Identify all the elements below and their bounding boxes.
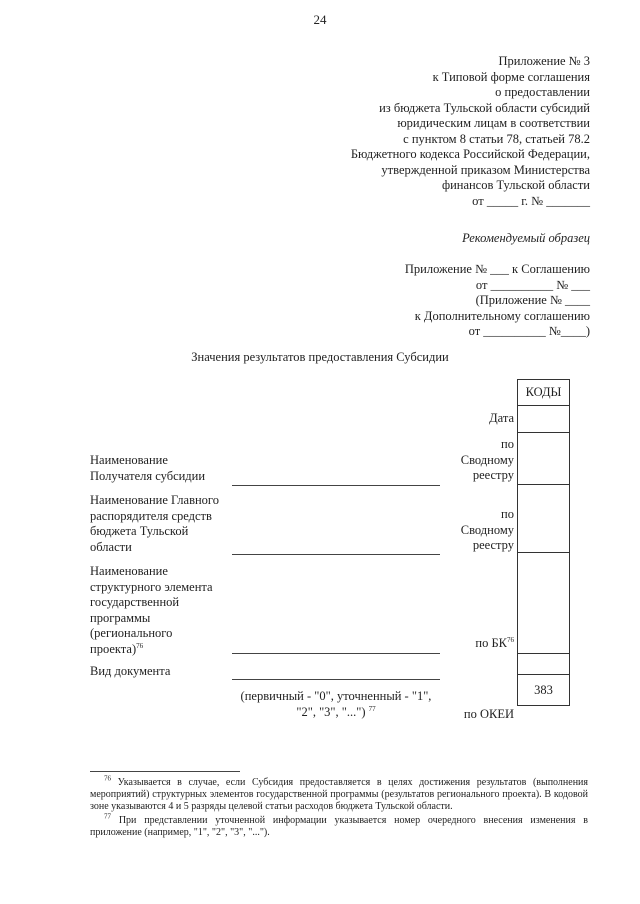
program-underline [232, 653, 440, 654]
footnote-number: 77 [104, 812, 111, 821]
appendix-line: Приложение № 3 [498, 54, 590, 68]
program-label [90, 564, 220, 657]
okei-label: по ОКЕИ [463, 707, 514, 721]
doc-type-hint-line [232, 705, 440, 721]
appendix-line: утвержденной приказом Министерства [381, 162, 590, 177]
date-code-cell [518, 406, 570, 433]
gr-label: Наименование Главного распорядителя средств бюджета Тульской области [90, 493, 219, 554]
program-label-text: Наименование структурного элемента государственной программы (регионального проекта) [90, 564, 213, 656]
code-label-line: реестру [472, 538, 514, 552]
doc-type-code-cell [518, 654, 570, 675]
footnote-ref: 76 [507, 635, 514, 644]
bk-label-text: по БК [475, 636, 507, 650]
doc-type-hint-line: (первичный - "0", уточненный - "1", [240, 689, 432, 703]
doc-type-label: Вид документа [90, 664, 171, 678]
recipient-code-label [461, 437, 514, 484]
page-number: 24 [313, 12, 327, 27]
appendix-line: о предоставлении [495, 85, 590, 99]
recipient-code-cell [518, 433, 570, 485]
footnote-77 [90, 812, 589, 839]
agreement-line: к Дополнительному соглашению [414, 308, 590, 323]
codes-header: КОДЫ [518, 380, 570, 406]
agreement-line: (Приложение № ____ [475, 293, 590, 307]
code-label-line: по [501, 507, 514, 521]
appendix-line: Бюджетного кодекса Российской Федерации, [350, 147, 590, 161]
appendix-line: от _____ г. № _______ [472, 193, 590, 208]
bk-code-cell [518, 553, 570, 654]
date-label: Дата [489, 411, 514, 425]
code-label-line: по [501, 437, 514, 451]
codes-table [517, 379, 570, 706]
agreement-line: от __________ №____) [468, 324, 590, 338]
appendix-line: из бюджета Тульской области субсидий [379, 100, 590, 115]
gr-underline [232, 554, 440, 555]
agreement-line: от __________ № ___ [475, 277, 590, 292]
recipient-underline [232, 485, 440, 486]
footnote-number: 76 [104, 774, 111, 783]
doc-type-hint-text: "2", "3", "...") [296, 704, 366, 719]
okei-code-cell: 383 [518, 675, 570, 706]
doc-type-underline [232, 679, 440, 680]
code-label-line: Сводному [460, 522, 514, 537]
appendix-line: к Типовой форме соглашения [432, 69, 590, 84]
appendix-header [351, 54, 590, 209]
agreement-line: Приложение № ___ к Соглашению [404, 262, 590, 276]
gr-code-label [461, 507, 514, 554]
code-label-line: реестру [472, 468, 514, 482]
footnote-ref: 77 [368, 704, 376, 713]
footnote-text: Указывается в случае, если Субсидия предоставляется в целях достижения результатов (выполнения мероприятий) структурных элементов государственной программы (результатов регионального проекта). В кодовой зоне указываются 4 и 5 разряды целевой статьи расходов бюджета Тульской области. [90, 777, 589, 812]
appendix-line: финансов Тульской области [441, 178, 590, 192]
doc-type-hint [232, 689, 440, 720]
footnote-76 [90, 774, 589, 813]
agreement-header [405, 262, 590, 340]
appendix-line: юридическим лицам в соответствии [397, 116, 590, 130]
footnote-divider [90, 771, 240, 772]
bk-label [475, 636, 514, 652]
code-label-line: Сводному [460, 452, 514, 467]
document-title: Значения результатов предоставления Субсидии [191, 350, 449, 364]
recipient-label: Наименование Получателя субсидии [90, 453, 206, 483]
appendix-line: с пунктом 8 статьи 78, статьей 78.2 [403, 131, 590, 146]
footnote-ref: 76 [136, 641, 144, 650]
recommended-sample: Рекомендуемый образец [462, 231, 590, 245]
footnote-text: При представлении уточненной информации указывается номер очередного внесения изменения в приложение (например, "1", "2", "3", "..."). [90, 815, 589, 838]
gr-code-cell [518, 485, 570, 553]
